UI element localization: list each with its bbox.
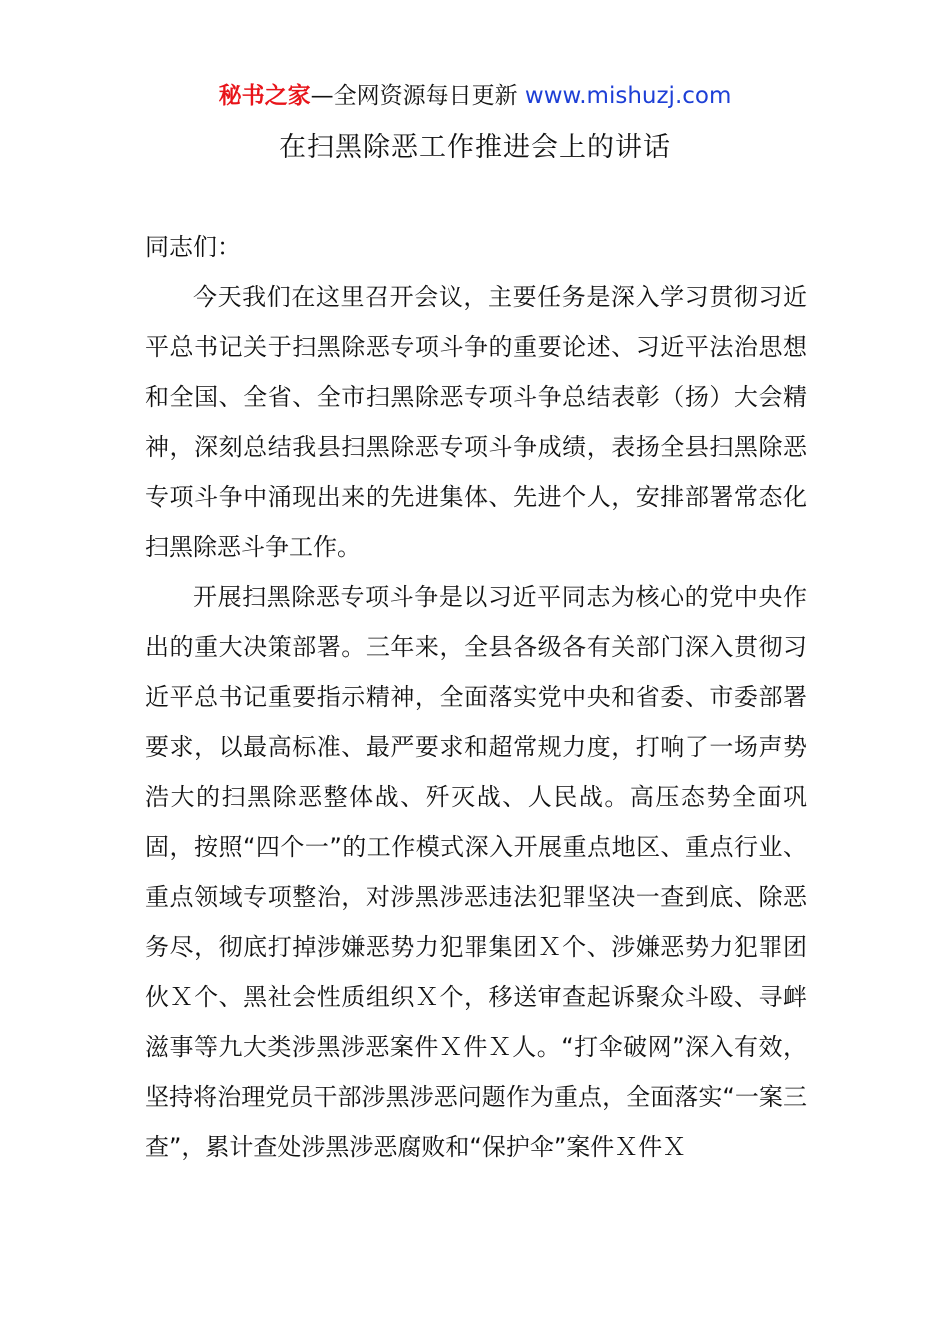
site-url-link[interactable]: www.mishuzj.com — [524, 83, 732, 109]
paragraph: 开展扫黑除恶专项斗争是以习近平同志为核心的党中央作出的重大决策部署。三年来，全县各级各有关部门深入贯彻习近平总书记重要指示精神，全面落实党中央和省委、市委部署要求，以最高标准、最严要求和超常规力度，打响了一场声势浩大的扫黑除恶整体战、歼灭战、人民战。高压态势全面巩固，按照“四个一”的工作模式深入开展重点地区、重点行业、重点领域专项整治，对涉黑涉恶违法犯罪坚决一查到底、除恶务尽，彻底打掉涉嫌恶势力犯罪集团Ｘ个、涉嫌恶势力犯罪团伙Ｘ个、黑社会性质组织Ｘ个，移送审查起诉聚众斗殴、寻衅滋事等九大类涉黑涉恶案件Ｘ件Ｘ人。“打伞破网”深入有效，坚持将治理党员干部涉黑涉恶问题作为重点，全面落实“一案三查”，累计查处涉黑涉恶腐败和“保护伞”案件Ｘ件Ｘ — [145, 583, 807, 1161]
paragraph: 今天我们在这里召开会议，主要任务是深入学习贯彻习近平总书记关于扫黑除恶专项斗争的重要论述、习近平法治思想和全国、全省、全市扫黑除恶专项斗争总结表彰（扬）大会精神，深刻总结我县扫黑除恶专项斗争成绩，表扬全县扫黑除恶专项斗争中涌现出来的先进集体、先进个人，安排部署常态化扫黑除恶斗争工作。 — [145, 283, 807, 561]
site-tagline: —全网资源每日更新 — [310, 83, 525, 109]
site-header — [0, 80, 950, 112]
document-title: 在扫黑除恶工作推进会上的讲话 — [279, 132, 671, 163]
site-brand: 秘书之家 — [218, 83, 311, 109]
salutation: 同志们： — [145, 233, 241, 261]
document-body — [145, 222, 807, 1172]
